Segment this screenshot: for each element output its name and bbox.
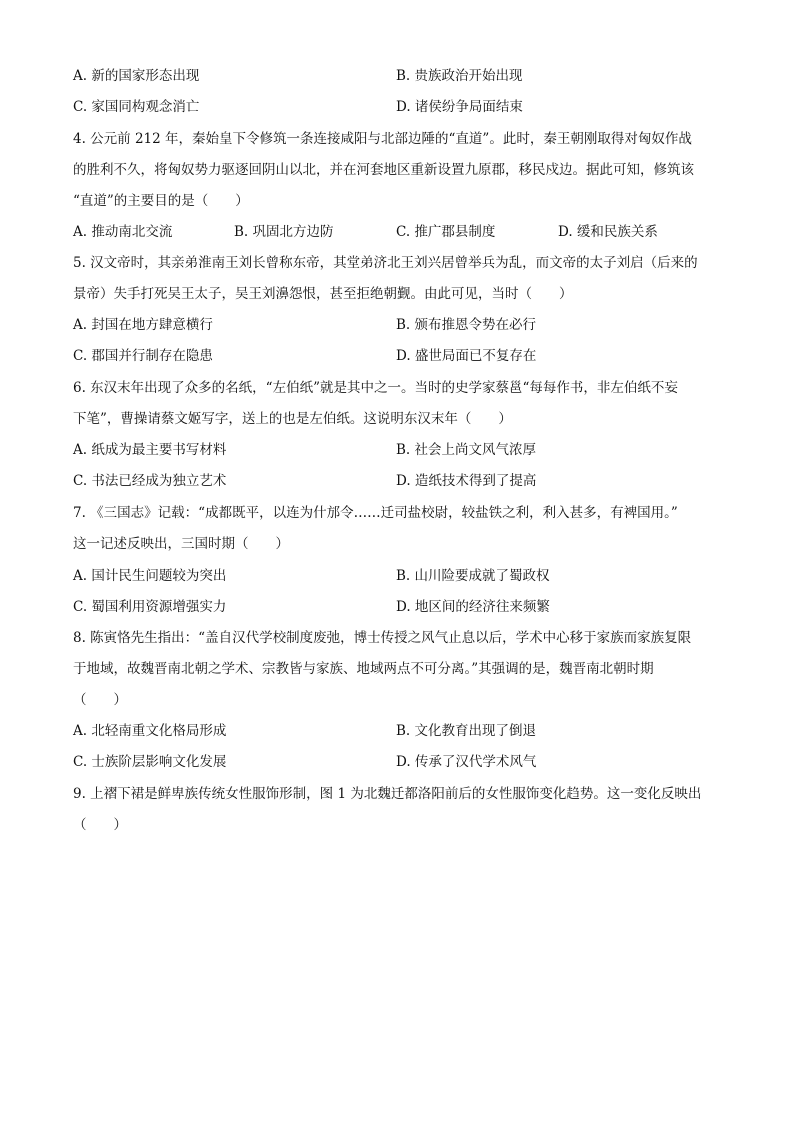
q8-stem-line-1: 8. 陈寅恪先生指出：“盖自汉代学校制度废弛，博士传授之风气止息以后，学术中心移于家族而家族复限: [73, 630, 692, 646]
q3-option-b: B. 贵族政治开始出现: [396, 68, 523, 84]
q5-option-a: A. 封国在地方肆意横行: [73, 317, 213, 333]
q4-option-d: D. 缓和民族关系: [558, 224, 658, 240]
q7-option-d: D. 地区间的经济往来频繁: [396, 599, 550, 615]
q8-option-c: C. 士族阶层影响文化发展: [73, 754, 227, 770]
q7-stem-line-2: 这一记述反映出，三国时期（ ）: [73, 536, 289, 552]
q5-option-b: B. 颁布推恩令势在必行: [396, 317, 537, 333]
q4-stem-line-2: 的胜利不久，将匈奴势力驱逐回阴山以北，并在河套地区重新设置九原郡，移民戍边。据此可知，修筑该: [73, 162, 694, 178]
q6-stem-line-1: 6. 东汉末年出现了众多的名纸，“左伯纸”就是其中之一。当时的史学家蔡邕“每每作书，非左伯纸不妄: [73, 380, 678, 396]
q9-stem-line-1: 9. 上褶下裙是鲜卑族传统女性服饰形制，图 1 为北魏迁都洛阳前后的女性服饰变化趋势。这一变化反映出: [73, 786, 702, 802]
q4-option-a: A. 推动南北交流: [73, 224, 173, 240]
q7-stem-line-1: 7. 《三国志》记载：“成都既平，以连为什邡令……迁司盐校尉，较盐铁之利，利入甚多，有裨国用。”: [73, 505, 678, 521]
q9-stem-line-2: （ ）: [73, 817, 127, 833]
q6-option-c: C. 书法已经成为独立艺术: [73, 473, 227, 489]
q5-option-d: D. 盛世局面已不复存在: [396, 348, 537, 364]
q6-option-b: B. 社会上尚文风气浓厚: [396, 442, 537, 458]
q3-option-a: A. 新的国家形态出现: [73, 68, 200, 84]
q8-option-d: D. 传承了汉代学术风气: [396, 754, 537, 770]
q7-option-a: A. 国计民生问题较为突出: [73, 568, 227, 584]
q6-option-d: D. 造纸技术得到了提高: [396, 473, 537, 489]
q4-option-b: B. 巩固北方边防: [234, 224, 334, 240]
q6-stem-line-2: 下笔”，曹操请蔡文姬写字，送上的也是左伯纸。这说明东汉末年（ ）: [73, 411, 512, 427]
q6-option-a: A. 纸成为最主要书写材料: [73, 442, 227, 458]
q3-option-c: C. 家国同构观念消亡: [73, 99, 200, 115]
q4-option-c: C. 推广郡县制度: [396, 224, 496, 240]
q8-option-b: B. 文化教育出现了倒退: [396, 723, 537, 739]
q7-option-b: B. 山川险要成就了蜀政权: [396, 568, 550, 584]
q4-stem-line-3: “直道”的主要目的是（ ）: [73, 193, 249, 209]
q8-stem-line-2: 于地域，故魏晋南北朝之学术、宗教皆与家族、地域两点不可分离。”其强调的是，魏晋南北朝时期: [73, 661, 654, 677]
q5-stem-line-1: 5. 汉文帝时，其亲弟淮南王刘长曾称东帝，其堂弟济北王刘兴居曾举兵为乱，而文帝的太子刘启（后来的: [73, 255, 698, 271]
q5-option-c: C. 郡国并行制存在隐患: [73, 348, 213, 364]
q3-option-d: D. 诸侯纷争局面结束: [396, 99, 523, 115]
q8-stem-line-3: （ ）: [73, 692, 127, 708]
q4-stem-line-1: 4. 公元前 212 年，秦始皇下令修筑一条连接咸阳与北部边陲的“直道”。此时，秦王朝刚取得对匈奴作战: [73, 131, 692, 147]
q8-option-a: A. 北轻南重文化格局形成: [73, 723, 227, 739]
q7-option-c: C. 蜀国利用资源增强实力: [73, 599, 227, 615]
q5-stem-line-2: 景帝）失手打死吴王太子，吴王刘濞怨恨，甚至拒绝朝觐。由此可见，当时（ ）: [73, 286, 573, 302]
